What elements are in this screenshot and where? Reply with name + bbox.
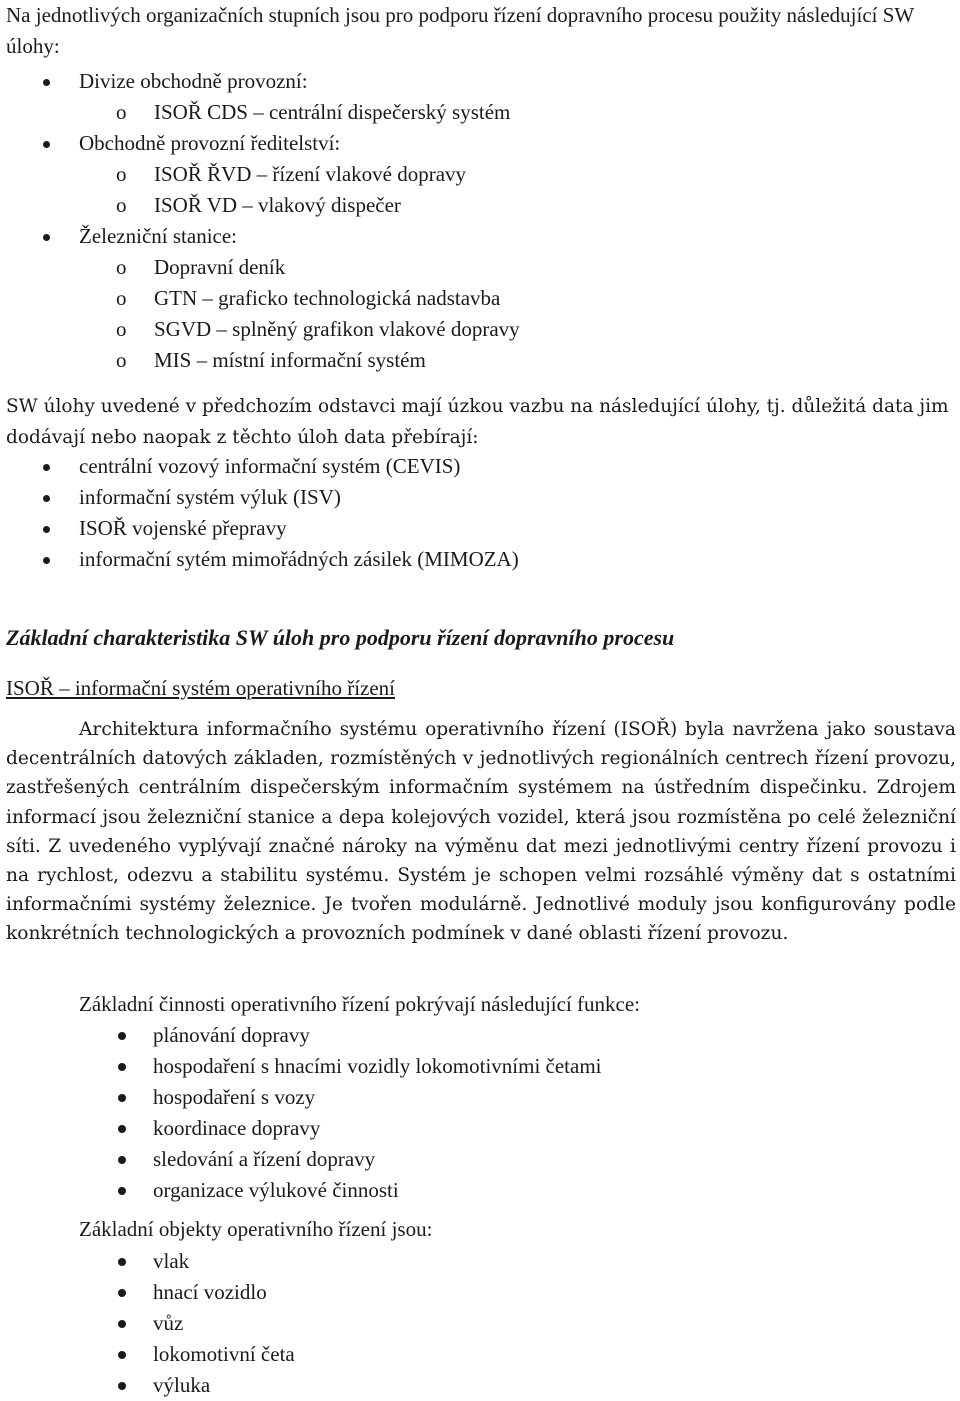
level-label: Divize obchodně provozní: xyxy=(79,69,308,93)
object-item: hnací vozidlo xyxy=(6,1277,956,1308)
function-item: koordinace dopravy xyxy=(6,1113,956,1144)
circle-bullet: o xyxy=(116,100,127,124)
level-item xyxy=(6,221,956,252)
circle-bullet: o xyxy=(116,255,127,279)
function-item: hospodaření s vozy xyxy=(6,1082,956,1113)
circle-bullet: o xyxy=(116,348,127,372)
sub-item-text: ISOŘ VD – vlakový dispečer xyxy=(154,193,401,217)
sub-item xyxy=(6,345,956,376)
function-item: plánování dopravy xyxy=(6,1020,956,1051)
circle-bullet: o xyxy=(116,162,127,186)
circle-bullet: o xyxy=(116,317,127,341)
sub-item-text: ISOŘ ŘVD – řízení vlakové dopravy xyxy=(154,162,467,186)
sub-item-text: GTN – graficko technologická nadstavba xyxy=(154,286,501,310)
level-label: Železniční stanice: xyxy=(79,224,238,248)
sub-item xyxy=(6,97,956,128)
related-list xyxy=(6,451,956,575)
object-item: výluka xyxy=(6,1370,956,1401)
level-item xyxy=(6,128,956,159)
circle-bullet: o xyxy=(116,193,127,217)
function-item: hospodaření s hnacími vozidly lokomotivními četami xyxy=(6,1051,956,1082)
circle-bullet: o xyxy=(116,286,127,310)
related-paragraph: SW úlohy uvedené v předchozím odstavci mají úzkou vazbu na následující úlohy, tj. důležitá data jim dodávají nebo naopak z těchto úloh data přebírají: xyxy=(6,396,949,448)
sub-item xyxy=(6,159,956,190)
sub-item-text: SGVD – splněný grafikon vlakové dopravy xyxy=(154,317,520,341)
function-item: organizace výlukové činnosti xyxy=(6,1175,956,1206)
functions-lead: Základní činnosti operativního řízení pokrývají následující funkce: xyxy=(79,992,641,1016)
functions-list xyxy=(6,1020,956,1206)
related-item: centrální vozový informační systém (CEVIS) xyxy=(6,451,956,482)
sub-item xyxy=(6,314,956,345)
related-item: ISOŘ vojenské přepravy xyxy=(6,513,956,544)
objects-lead: Základní objekty operativního řízení jsou: xyxy=(79,1217,433,1241)
intro-paragraph: Na jednotlivých organizačních stupních jsou pro podporu řízení dopravního procesu použity následující SW úlohy: xyxy=(6,3,914,58)
sub-item xyxy=(6,283,956,314)
objects-list xyxy=(6,1246,956,1401)
sub-item-text: ISOŘ CDS – centrální dispečerský systém xyxy=(154,100,511,124)
object-item: vůz xyxy=(6,1308,956,1339)
level-item xyxy=(6,66,956,97)
section-heading: Základní charakteristika SW úloh pro podporu řízení dopravního procesu xyxy=(6,625,675,650)
object-item: lokomotivní četa xyxy=(6,1339,956,1370)
sub-item xyxy=(6,190,956,221)
paragraph-text: Architektura informačního systému operativního řízení (ISOŘ) byla navržena jako soustava decentrálních datových základen, rozmístěných v jednotlivých regionálních centrech řízení provozu, zastřešených centrálním dispečerským informačním systémem na ústředním dispečinku. Zdrojem informací jsou železniční stanice a depa kolejových vozidel, která jsou rozmístěna po celé železniční síti. Z uvedeného vyplývají značné nároky na výměnu dat mezi jednotlivými centry řízení provozu i na rychlost, odezvu a stabilitu systému. Systém je schopen velmi rozsáhlé výměny dat s ostatními informačními systémy železnice. Je tvořen modulárně. Jednotlivé moduly jsou konfigurovány podle konkrétních technologických a provozních podmínek v dané oblasti řízení provozu. xyxy=(6,719,956,945)
function-item: sledování a řízení dopravy xyxy=(6,1144,956,1175)
sub-item xyxy=(6,252,956,283)
sub-item-text: MIS – místní informační systém xyxy=(154,348,426,372)
section-subheading: ISOŘ – informační systém operativního řízení xyxy=(6,676,396,700)
object-item: vlak xyxy=(6,1246,956,1277)
sub-item-text: Dopravní deník xyxy=(154,255,286,279)
isor-paragraph xyxy=(6,715,956,949)
related-item: informační systém výluk (ISV) xyxy=(6,482,956,513)
sw-levels-list xyxy=(6,66,956,376)
level-label: Obchodně provozní ředitelství: xyxy=(79,131,341,155)
related-item: informační sytém mimořádných zásilek (MIMOZA) xyxy=(6,544,956,575)
